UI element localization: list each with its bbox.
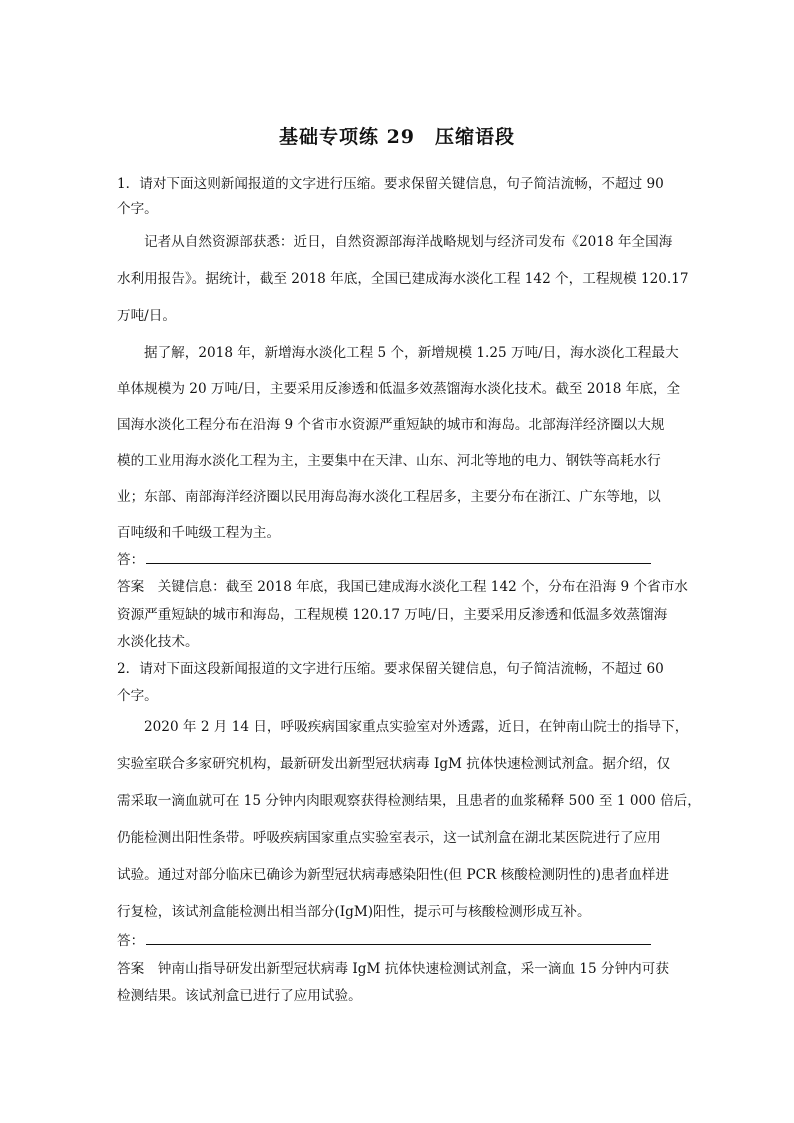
q1-para2-line-4: 模的工业用海水淡化工程为主，主要集中在天津、山东、河北等地的电力、钢铁等高耗水行 <box>117 453 661 469</box>
q2-para-line-6: 行复检，该试剂盒能检测出相当部分(IgM)阳性，提示可与核酸检测形成互补。 <box>117 904 591 920</box>
q2-para-line-1: 2020 年 2 月 14 日，呼吸疾病国家重点实验室对外透露，近日，在钟南山院士的指导下， <box>144 719 689 735</box>
answer-label: 答： <box>117 552 145 568</box>
page-title: 基础专项练 29 压缩语段 <box>278 126 516 148</box>
q1-para2-line-5: 业；东部、南部海洋经济圈以民用海岛海水淡化工程居多，主要分布在浙江、广东等地，以 <box>117 489 661 505</box>
q2-para-line-3: 需采取一滴血就可在 15 分钟内肉眼观察获得检测结果，且患者的血浆稀释 500 至 1 000 倍后， <box>117 793 701 809</box>
q2-para-line-5: 试验。通过对部分临床已确诊为新型冠状病毒感染阳性(但 PCR 核酸检测阴性的)患者血样进 <box>117 867 669 883</box>
q2-key-line-2: 检测结果。该试剂盒已进行了应用试验。 <box>117 988 362 1004</box>
q1-para2-line-2: 单体规模为 20 万吨/日，主要采用反渗透和低温多效蒸馏海水淡化技术。截至 2018 年底，全 <box>117 381 681 397</box>
q2-answer-row <box>117 929 651 954</box>
q1-answer-row <box>117 548 651 573</box>
q1-para1-line-3: 万吨/日。 <box>117 308 176 324</box>
q2-prompt-line-2: 个字。 <box>117 688 158 704</box>
q1-para2-line-6: 百吨级和千吨级工程为主。 <box>117 525 281 541</box>
q1-para2-line-3: 国海水淡化工程分布在沿海 9 个省市水资源严重短缺的城市和海岛。北部海洋经济圈以大规 <box>117 417 665 433</box>
q2-prompt-line-1: 2．请对下面这段新闻报道的文字进行压缩。要求保留关键信息，句子简洁流畅，不超过 60 <box>117 661 664 677</box>
q1-key-line-2: 资源严重短缺的城市和海岛，工程规模 120.17 万吨/日，主要采用反渗透和低温多效蒸馏海 <box>117 607 668 623</box>
q2-key-line-1: 答案 钟南山指导研发出新型冠状病毒 IgM 抗体快速检测试剂盒，采一滴血 15 分钟内可获 <box>117 961 669 977</box>
q1-para1-line-1: 记者从自然资源部获悉：近日，自然资源部海洋战略规划与经济司发布《2018 年全国海 <box>144 234 673 250</box>
q1-prompt-line-2: 个字。 <box>117 201 158 217</box>
q1-prompt-line-1: 1．请对下面这则新闻报道的文字进行压缩。要求保留关键信息，句子简洁流畅，不超过 90 <box>117 176 664 192</box>
q2-para-line-2: 实验室联合多家研究机构，最新研发出新型冠状病毒 IgM 抗体快速检测试剂盒。据介绍，仅 <box>117 756 671 772</box>
answer-blank-line[interactable] <box>146 549 651 564</box>
q2-para-line-4: 仍能检测出阳性条带。呼吸疾病国家重点实验室表示，这一试剂盒在湖北某医院进行了应用 <box>117 830 661 846</box>
q1-key-line-1: 答案 关键信息：截至 2018 年底，我国已建成海水淡化工程 142 个，分布在沿海 9 个省市水 <box>117 579 688 595</box>
q1-key-line-3: 水淡化技术。 <box>117 634 199 650</box>
q1-para2-line-1: 据了解，2018 年，新增海水淡化工程 5 个，新增规模 1.25 万吨/日，海水淡化工程最大 <box>144 345 679 361</box>
answer-label: 答： <box>117 933 145 949</box>
answer-blank-line[interactable] <box>146 930 651 945</box>
q1-para1-line-2: 水利用报告》。据统计，截至 2018 年底，全国已建成海水淡化工程 142 个，工程规模 120.17 <box>117 271 689 287</box>
